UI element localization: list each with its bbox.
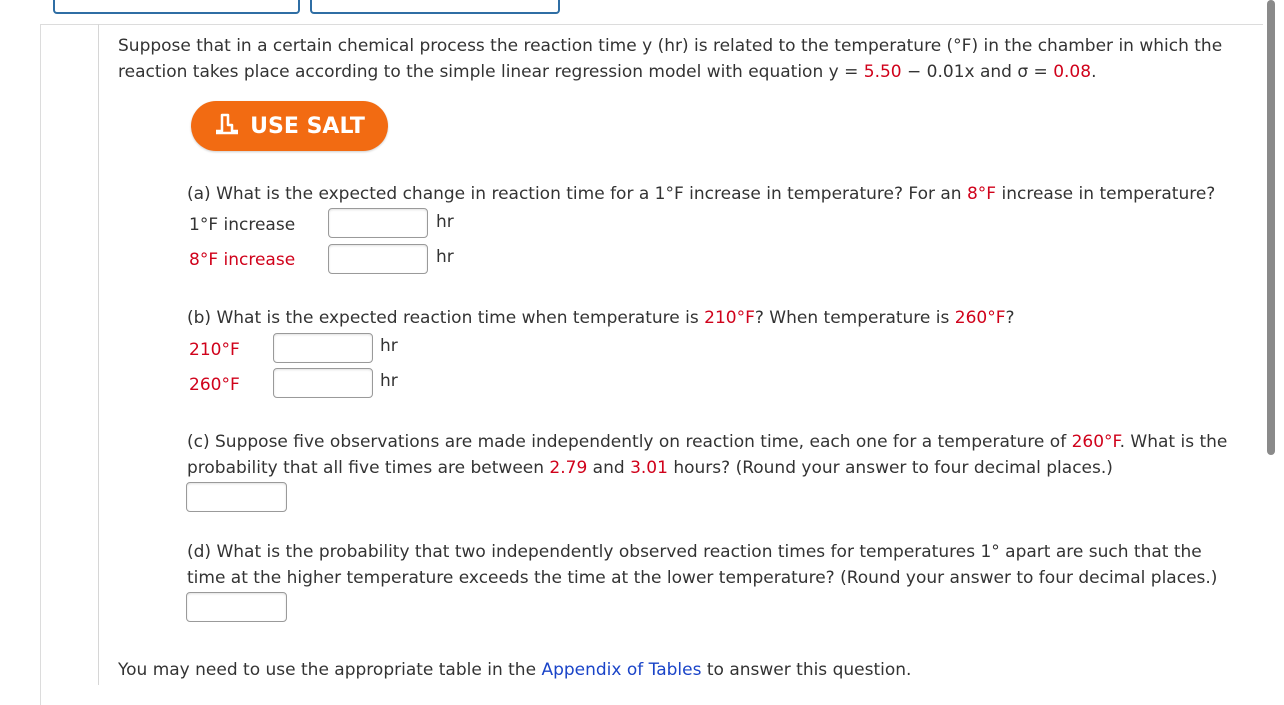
part-b-question bbox=[187, 305, 1015, 331]
footer-note bbox=[118, 657, 911, 683]
part-a-temp: 8°F bbox=[966, 184, 997, 204]
part-b-260f-input[interactable] bbox=[273, 368, 373, 398]
part-c-high: 3.01 bbox=[630, 458, 668, 478]
scrollbar-thumb[interactable] bbox=[1267, 0, 1275, 455]
use-salt-label: USE SALT bbox=[250, 113, 365, 139]
part-d-line-1: (d) What is the probability that two independently observed reaction times for temperatures 1° apart are such that the bbox=[187, 542, 1202, 562]
intercept-value: 5.50 bbox=[863, 62, 902, 82]
part-c-line-1 bbox=[187, 429, 1227, 455]
intro-text-2c: . bbox=[1091, 62, 1097, 82]
part-a-row1-label: 1°F increase bbox=[189, 215, 296, 235]
part-c-answer-input[interactable] bbox=[186, 482, 287, 512]
part-a-question bbox=[187, 181, 1215, 207]
part-a-row1-unit: hr bbox=[436, 212, 454, 232]
part-c-low: 2.79 bbox=[549, 458, 588, 478]
intro-text-2b: − 0.01x and σ = bbox=[901, 62, 1054, 82]
part-c-line-2 bbox=[187, 455, 1113, 481]
part-a-text-c: increase in temperature? bbox=[996, 184, 1216, 204]
part-c-text-2b: and bbox=[587, 458, 631, 478]
part-c-text-1a: (c) Suppose five observations are made independently on reaction time, each one for a temperature of bbox=[187, 432, 1072, 452]
content-divider bbox=[98, 24, 99, 685]
footer-text-b: to answer this question. bbox=[701, 660, 912, 680]
part-d-line-2: time at the higher temperature exceeds the time at the lower temperature? (Round your answer to four decimal places.) bbox=[187, 568, 1218, 588]
part-b-temp-2: 260°F bbox=[954, 308, 1006, 328]
part-b-text-c: ? bbox=[1005, 308, 1015, 328]
footer-text-a: You may need to use the appropriate table in the bbox=[118, 660, 542, 680]
part-a-row2-label: 8°F increase bbox=[189, 250, 296, 270]
part-b-row2-unit: hr bbox=[380, 371, 398, 391]
part-c-text-1b: . What is the bbox=[1119, 432, 1228, 452]
part-b-210f-input[interactable] bbox=[273, 333, 373, 363]
part-d-answer-input[interactable] bbox=[186, 592, 287, 622]
part-b-temp-1: 210°F bbox=[704, 308, 755, 328]
part-c-temp: 260°F bbox=[1071, 432, 1120, 452]
intro-text-2a: reaction takes place according to the simple linear regression model with equation y = bbox=[118, 62, 864, 82]
use-salt-button[interactable] bbox=[191, 101, 388, 151]
part-b-row2-label: 260°F bbox=[189, 375, 240, 395]
sigma-value: 0.08 bbox=[1053, 62, 1092, 82]
appendix-tables-link[interactable]: Appendix of Tables bbox=[541, 660, 702, 680]
part-a-1f-input[interactable] bbox=[328, 208, 428, 238]
part-a-text-a: (a) What is the expected change in reaction time for a 1°F increase in temperature? For an bbox=[187, 184, 967, 204]
part-a-8f-input[interactable] bbox=[328, 244, 428, 274]
part-c-text-2a: probability that all five times are between bbox=[187, 458, 550, 478]
intro-line-2 bbox=[118, 59, 1096, 85]
intro-line-1 bbox=[118, 33, 1222, 59]
next-answer-button[interactable] bbox=[310, 0, 560, 14]
part-b-row1-label: 210°F bbox=[189, 340, 240, 360]
part-b-text-a: (b) What is the expected reaction time when temperature is bbox=[187, 308, 705, 328]
salt-chart-icon bbox=[214, 111, 240, 141]
part-b-row1-unit: hr bbox=[380, 336, 398, 356]
intro-text-1: Suppose that in a certain chemical process the reaction time y (hr) is related to the temperature (°F) in the chamber in which the bbox=[118, 36, 1223, 56]
part-c-text-2c: hours? (Round your answer to four decimal places.) bbox=[667, 458, 1113, 478]
part-a-row2-unit: hr bbox=[436, 247, 454, 267]
part-b-text-b: ? When temperature is bbox=[754, 308, 955, 328]
previous-answer-button[interactable] bbox=[53, 0, 300, 14]
